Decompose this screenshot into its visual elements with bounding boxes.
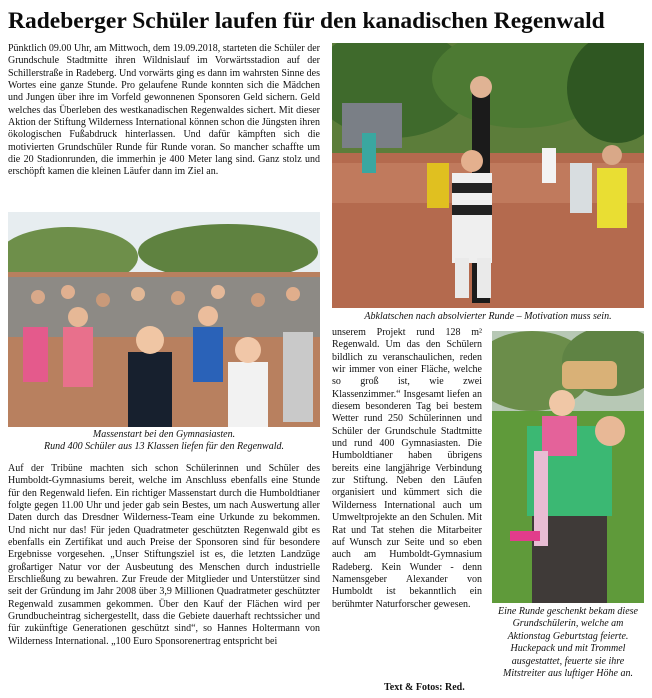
intro-paragraph: Pünktlich 09.00 Uhr, am Mittwoch, dem 19.09.2018, starteten die Schüler der Grundschule Stadtmitte ihren Wildnislauf im Vorwärtsstadion auf der Schillerstraße in Radeberg. Und vorwärts ging es dann im wahrsten Sinne des Wortes eine ganze Stunde. Pro gelaufene Runde konnten sich die Mädchen und Jungen über ihre im Vorfeld gewonnenen Sponsoren Geld sichern. Geld welches das Überleben des westkanadischen Regenwaldes sichert. Mit dieser Aktion der Stiftung Wilderness International können schon die Jüngsten ihren ökologischen Fußabdruck hinterlassen. Und dafür kämpften sich die motivierten Grundschüler Runde für Runde voran. So mancher schaffte um die 20 Stadionrunden, die immerhin je 400 Meter lang sind. Ganz stolz und erschöpft kamen die kleinen Läufer dann im Ziel an. xyxy=(8,43,320,178)
photo-piggyback xyxy=(492,331,644,603)
body-left-paragraph: Auf der Tribüne machten sich schon Schülerinnen und Schüler des Humboldt-Gymnasiums bereit, welche im Anschluss ebenfalls eine Stunde für den Regenwald liefen. Ein richtiger Massenstart durch die Humboldtianer folgte gegen 11.00 Uhr und jeder gab sein Bestes, um nach Auswertung aller Daten durch das Dresdner Wilderness-Team eine Urkunde zu bekommen. Und nicht nur das! Für jeden Quadratmeter geschützten Regenwald gibt es ebenfalls ein Zertifikat und auch Preise der Sponsoren sind für besondere Ergebnisse vorgesehen. „Unser Stiftungsziel ist es, die letzten Landzüge großartiger Natur vor der Ausbeutung des Menschen durch industrielle Erschließung zu bewahren. Zur Freude der Mitglieder und Unterstützer sind seit der Gründung im Jahr 2008 über 3,9 Millionen Quadratmeter geschützter Regenwald zusammen gekommen. Über den Kauf der Flächen wird per Grundbucheintrag sichergestellt, dass die Gebiete dauerhaft rechtssicher und für zukünftige Generationen geschützt sind“, so Hannes Holtermann von Wilderness International. „100 Euro Sponsorenertrag entspricht bei xyxy=(8,463,320,647)
photo-mass-start xyxy=(8,212,320,427)
body-middle-paragraph: unserem Projekt rund 128 m² Regenwald. Um das den Schülern bildlich zu veranschaulichen, reden wir immer von einer Fläche, welche so groß ist, wie zwei Klassenzimmer.“ Insgesamt liefen an diesem besonderen Tag bei bestem Wetter rund 250 Schülerinnen und Schüler der Grundschule Stadtmitte und rund 400 Gymnasiasten. Die Humboldtianer haben übrigens bereits eine langjährige Verbindung zur Stiftung. Neben den Läufen organisiert und kümmert sich die Wilderness International auch um Umweltprojekte an den Schulen. Mit Rat und Tat stehen die Mitarbeiter auf Wunsch zur Seite und so eben auch am Humboldt-Gymnasium Radeberg. Kein Wunder - denn Namensgeber Alexander von Humboldt ist bekanntlich ein berühmter Naturforscher gewesen. xyxy=(332,327,482,610)
caption-piggyback: Eine Runde geschenkt bekam diese Grundschülerin, welche am Aktionstag Geburtstag feierte. Huckepack und mit Trommel ausgestattet, feuerte sie ihre Mitstreiter aus luftiger Höhe an. xyxy=(498,606,638,680)
caption-mass-start-line1: Massenstart bei den Gymnasiasten. xyxy=(92,429,236,440)
photo-high-five xyxy=(332,43,644,308)
headline: Radeberger Schüler laufen für den kanadischen Regenwald xyxy=(8,8,605,34)
caption-mass-start-line2: Rund 400 Schüler aus 13 Klassen liefen für den Regenwald. xyxy=(44,441,284,452)
photo-credit: Text & Fotos: Red. xyxy=(384,682,465,693)
caption-high-five: Abklatschen nach absolvierter Runde – Motivation muss sein. xyxy=(364,311,612,322)
